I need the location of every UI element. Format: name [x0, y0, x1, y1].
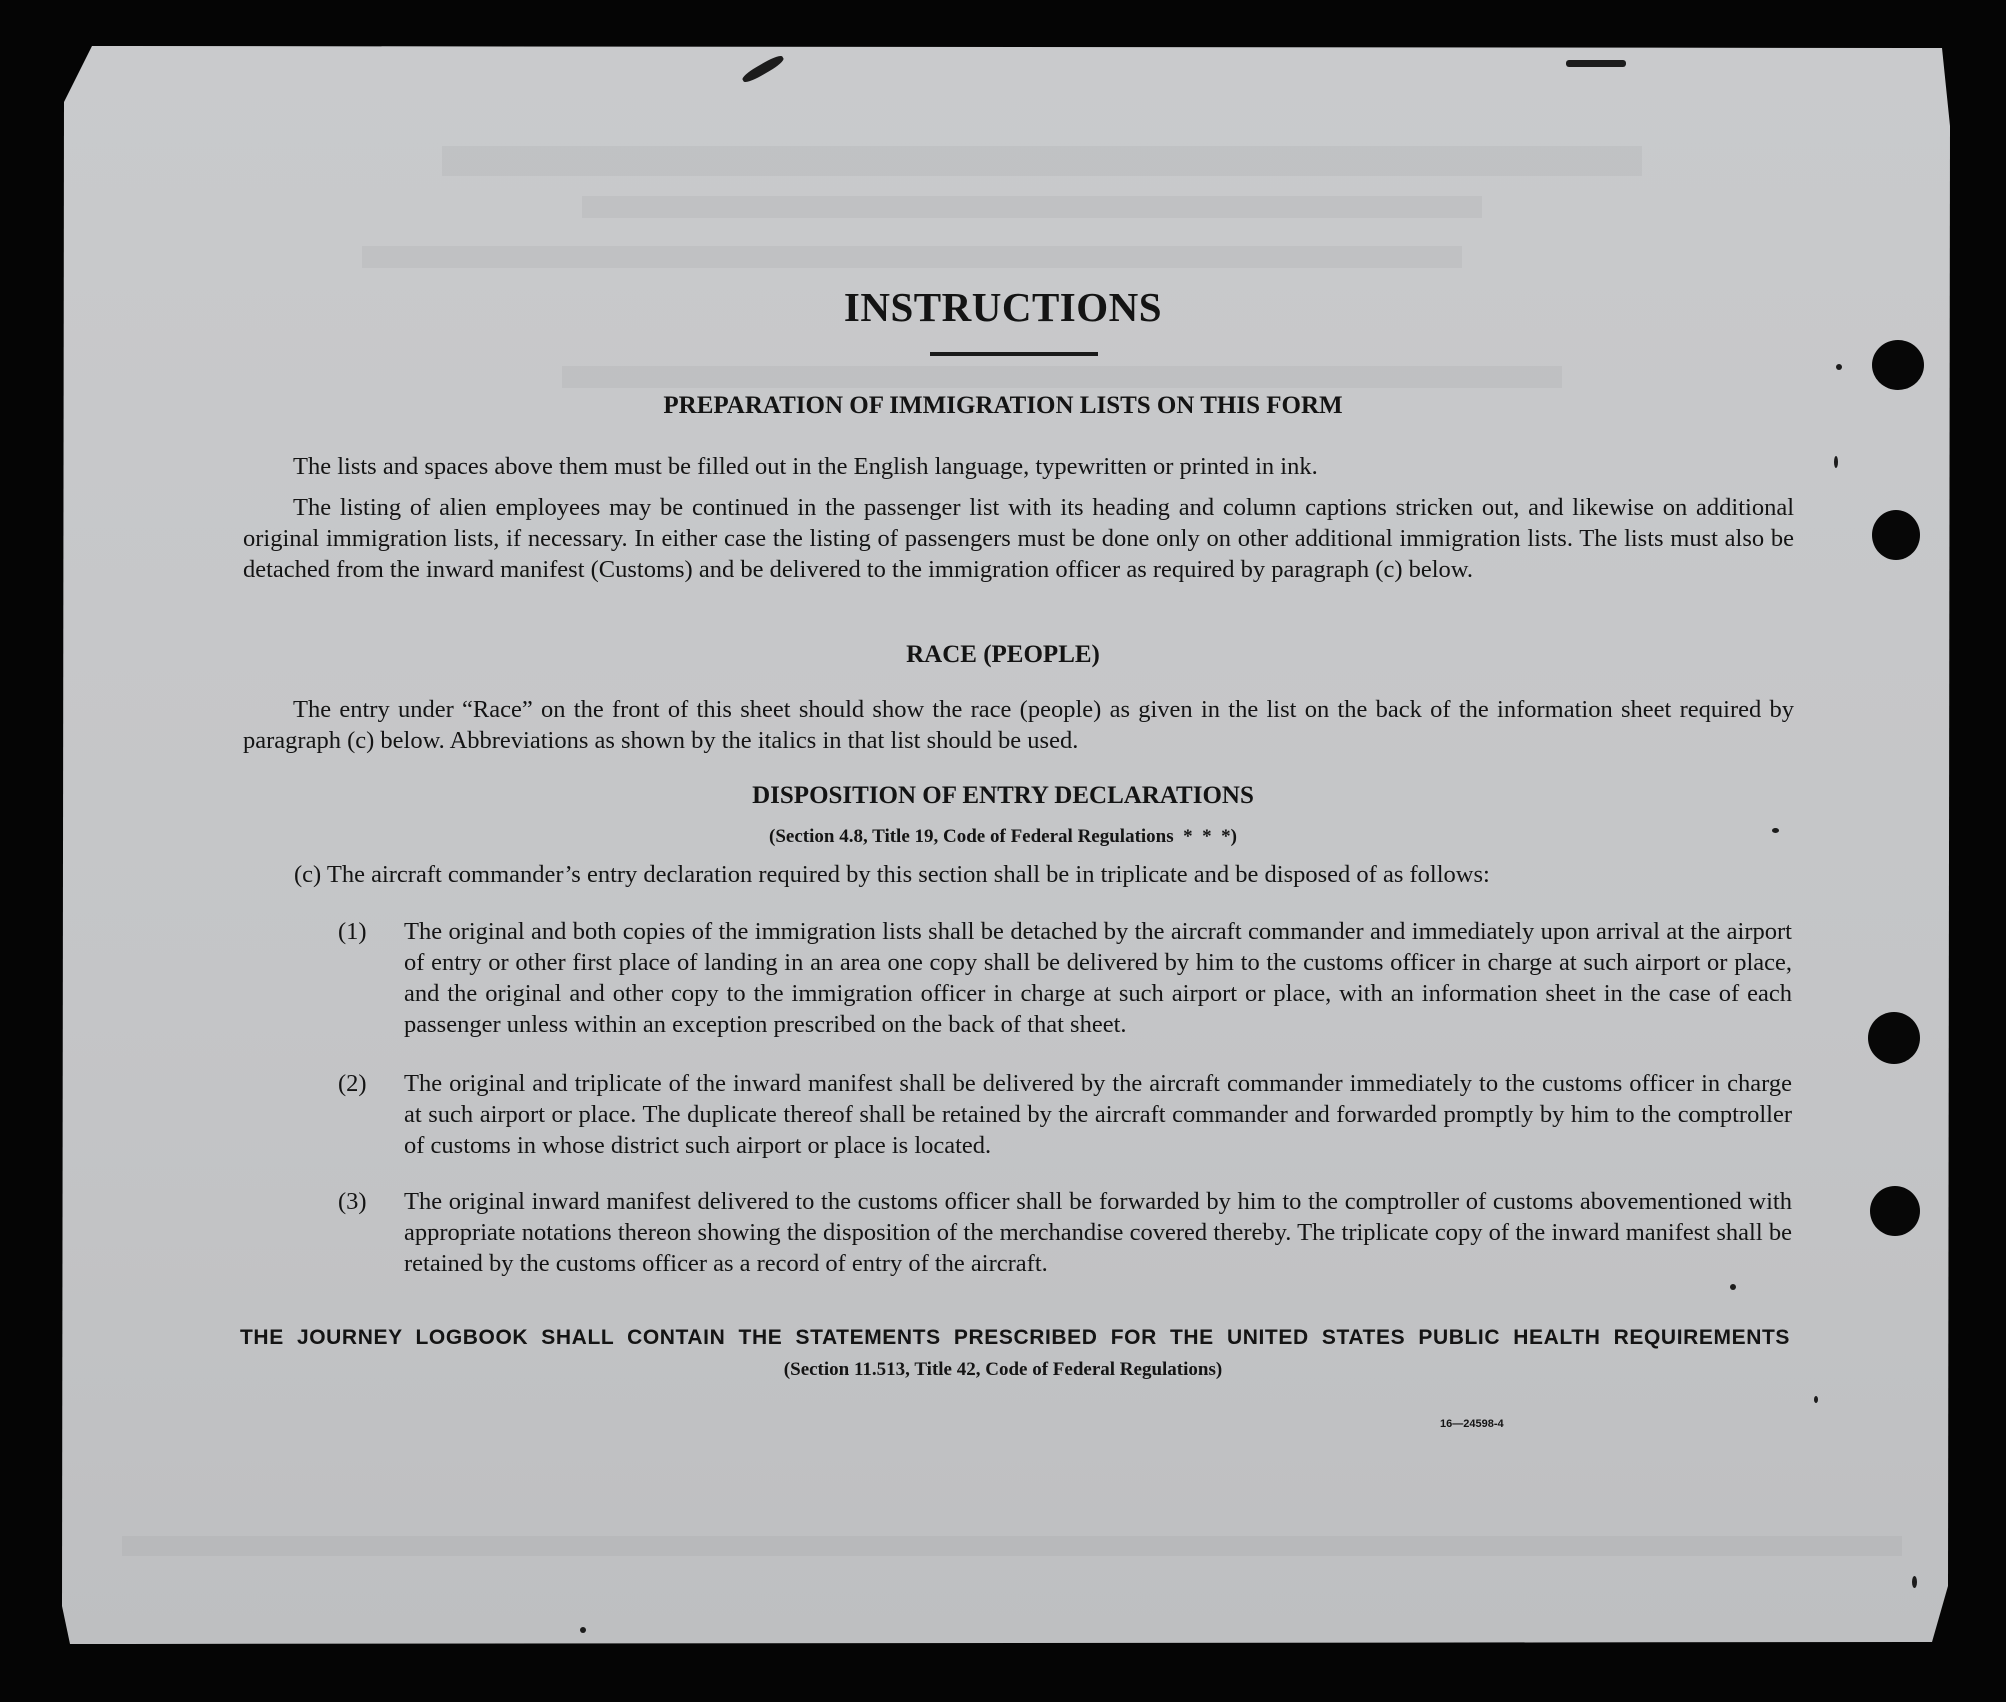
dust-speck: [1730, 1284, 1736, 1290]
item-text: The original and both copies of the immigration lists shall be detached by the aircraft commander and immediately upon arrival at the airport of entry or other first place of landing in an area one copy shall be delivered by him to the customs officer in charge at such airport or place, and the original and other copy to the immigration officer in charge at such airport or place, with an information sheet in the case of each passenger unless within an exception prescribed on the back of that sheet.: [404, 918, 1792, 1038]
bleed-through-band: [442, 146, 1642, 176]
page-title: INSTRUCTIONS: [843, 284, 1163, 330]
dust-speck: [580, 1627, 586, 1633]
dust-speck: [1912, 1576, 1917, 1588]
punch-hole: [1872, 340, 1924, 390]
preparation-paragraph-2: The listing of alien employees may be continued in the passenger list with its heading and column captions stricken out, and likewise on additional original immigration lists, if necessary. In either case the listing of passengers must be done only on other additional immigration lists. The lists must also be detached from the inward manifest (Customs) and be delivered to the immigration officer as required by paragraph (c) below.: [243, 494, 1794, 583]
disposition-citation: (Section 4.8, Title 19, Code of Federal Regulations * * *): [769, 826, 1237, 847]
item-number: (2): [338, 1070, 367, 1097]
disposition-intro: (c) The aircraft commander’s entry declaration required by this section shall be in triplicate and be disposed of as follows:: [294, 861, 1490, 888]
bleed-through-band: [562, 366, 1562, 388]
dust-speck: [1772, 828, 1779, 833]
punch-hole: [1872, 510, 1920, 560]
bleed-through-band: [362, 246, 1462, 268]
punch-hole: [1870, 1186, 1920, 1236]
disposition-item-3: [338, 1186, 1792, 1279]
disposition-item-2: [338, 1068, 1792, 1161]
section-heading-race: RACE (PEOPLE): [906, 641, 1100, 668]
bleed-through-band: [122, 1536, 1902, 1556]
item-text: The original inward manifest delivered to the customs officer shall be forwarded by him to the comptroller of customs abovementioned with appropriate notations thereon showing the disposition of the merchandise covered thereby. The triplicate copy of the inward manifest shall be retained by the customs officer as a record of entry of the aircraft.: [404, 1188, 1792, 1277]
title-underline: [930, 352, 1098, 356]
race-paragraph: The entry under “Race” on the front of this sheet should show the race (people) as given in the list on the back of the information sheet required by paragraph (c) below. Abbreviations as shown by the italics in that list should be used.: [243, 696, 1794, 754]
punch-hole: [1868, 1012, 1920, 1064]
item-number: (3): [338, 1188, 367, 1215]
item-text: The original and triplicate of the inward manifest shall be delivered by the aircraft commander immediately to the customs officer in charge at such airport or place. The duplicate thereof shall be retained by the aircraft commander and forwarded promptly by him to the comptroller of customs in whose district such airport or place is located.: [404, 1070, 1792, 1159]
item-number: (1): [338, 918, 367, 945]
dust-speck: [1834, 456, 1838, 468]
section-heading-preparation: PREPARATION OF IMMIGRATION LISTS ON THIS FORM: [663, 392, 1343, 419]
disposition-item-1: [338, 916, 1792, 1040]
dust-speck: [1836, 364, 1842, 370]
footer-statement: THE JOURNEY LOGBOOK SHALL CONTAIN THE STATEMENTS PRESCRIBED FOR THE UNITED STATES PUBLIC HEALTH REQUIREMENTS: [240, 1326, 1790, 1349]
dust-speck: [1814, 1396, 1818, 1403]
section-heading-disposition: DISPOSITION OF ENTRY DECLARATIONS: [752, 782, 1254, 809]
bleed-through-band: [582, 196, 1482, 218]
preparation-paragraph-1: The lists and spaces above them must be filled out in the English language, typewritten or printed in ink.: [293, 453, 1318, 480]
form-number: 16—24598-4: [1440, 1418, 1504, 1430]
smudge-mark: [1566, 60, 1626, 67]
footer-citation: (Section 11.513, Title 42, Code of Federal Regulations): [783, 1359, 1223, 1380]
